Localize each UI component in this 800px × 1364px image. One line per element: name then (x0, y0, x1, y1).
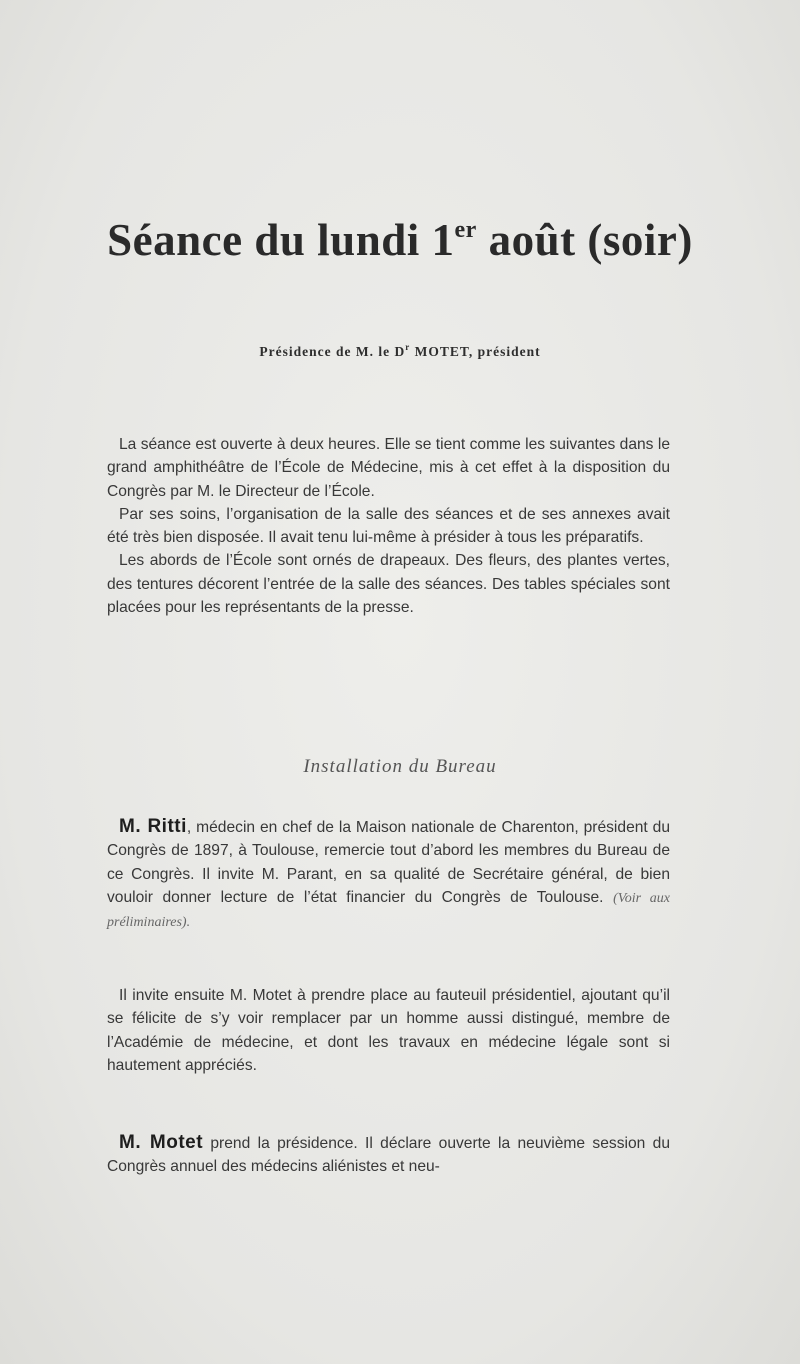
section-heading: Installation du Bureau (303, 756, 497, 777)
paragraph-motet: M. Motet prend la présidence. Il déclare ouverte la neuvième session du Congrès annuel des médecins aliénistes et neu- (107, 1132, 670, 1176)
reference-note: (Voir aux préliminaires). (107, 890, 671, 931)
speaker-name-motet: M. Motet (119, 1132, 204, 1153)
paragraph-decoration: Les abords de l’École sont ornés de drapeaux. Des fleurs, des plantes vertes, des tentures décorent l’entrée de la salle des séances. Des tables spéciales sont placées pour les représentants de la presse. (107, 552, 670, 617)
invite-text (107, 984, 670, 1077)
speaker-name-ritti: M. Ritti (119, 816, 187, 837)
paragraph-invite: Il invite ensuite M. Motet à prendre place au fauteuil présidentiel, ajoutant qu’il se félicite de s’y voir remplacer par un homme aussi distingué, membre de l’Académie de médecine, et dont les travaux en médecine légale sont si hautement appréciés. (107, 987, 670, 1074)
presidency-subtitle: Présidence de M. le $D^r$ MOTET, président (259, 342, 541, 359)
intro-text (107, 433, 670, 619)
bureau-text (107, 815, 670, 934)
page-title: Séance du lundi 1er août (soir) (107, 215, 693, 265)
paragraph-opening: La séance est ouverte à deux heures. Elle se tient comme les suivantes dans le grand amphithéâtre de l’École de Médecine, mis à cet effet à la disposition du Congrès par M. le Directeur de l’École. (107, 436, 670, 500)
paragraph-ritti: M. Ritti, médecin en chef de la Maison nationale de Charenton, président du Congrès de 1897, à Toulouse, remercie tout d’abord les membres du Bureau de ce Congrès. Il invite M. Parant, en sa qualité de Secrétaire général, de bien vouloir donner lecture de l’état financier du Congrès de Toulouse. (Voir aux préliminaires). (107, 816, 671, 931)
motet-text (107, 1131, 670, 1179)
paragraph-organisation: Par ses soins, l’organisation de la salle des séances et de ses annexes avait été très bien disposée. Il avait tenu lui-même à présider à tous les préparatifs. (107, 505, 670, 547)
